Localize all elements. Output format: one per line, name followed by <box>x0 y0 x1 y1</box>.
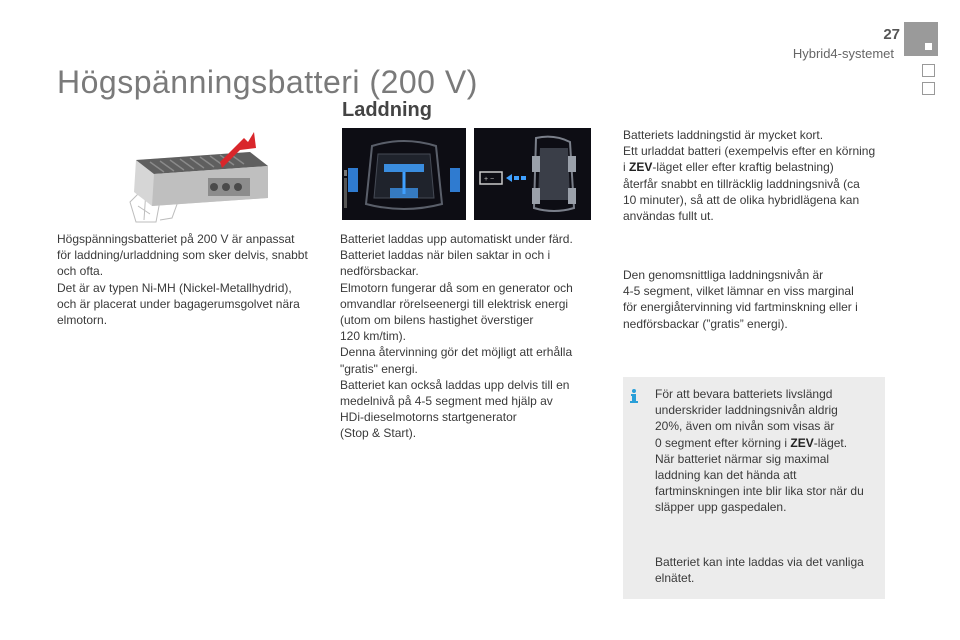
charge-time-line3-pre: i <box>623 160 629 175</box>
svg-text:+ −: + − <box>484 176 495 183</box>
charge-time-line2: Ett urladdat batteri (exempelvis efter en körning <box>623 144 876 159</box>
average-level-text: Den genomsnittliga laddningsnivån är 4-5 segment, vilket lämnar en viss marginal för energiåtervinning vid fartminskning eller i nedförsbackar (”gratis” energi). <box>623 268 858 331</box>
charge-time-line3-post: -läget eller efter kraftig belastning) <box>652 160 834 175</box>
chapter-tab-box[interactable] <box>922 82 935 95</box>
section-heading: Laddning <box>342 99 432 121</box>
info-note: Batteriet kan inte laddas via det vanliga elnätet. <box>655 555 864 586</box>
chapter-tab-box[interactable] <box>922 64 935 77</box>
charge-time-line1: Batteriets laddningstid är mycket kort. <box>623 128 824 142</box>
page-title: Högspänningsbatteri (200 V) <box>57 64 478 100</box>
info-text <box>655 386 880 516</box>
regeneration-illustration <box>474 128 591 220</box>
charging-text: Batteriet laddas upp automatiskt under färd. Batteriet laddas när bilen saktar in och i nedförsbackar. Elmotorn fungerar då som en generator och omvandlar rörelseenergi till elektrisk energi (utom om bilens hastighet överstiger 120 km/tim). Denna återvinning gör det möjligt att erhålla "gratis" energi. Batteriet kan också laddas upp delvis till en medelnivå på 4-5 segment med hjälp av HDi-dieselmotorns startgenerator (Stop & Start). <box>340 232 573 441</box>
zev-label: ZEV <box>629 160 653 175</box>
info-icon <box>627 388 641 404</box>
charge-time-text <box>623 127 885 224</box>
chapter-tab[interactable] <box>904 22 938 56</box>
page-number: 27 <box>883 26 900 43</box>
battery-illustration <box>122 132 272 224</box>
info-text-part2: -läget. När batteriet närmar sig maximal laddning kan det hända att fartminskningen inte blir lika stor när du släpper upp gaspedalen. <box>655 435 864 515</box>
info-zev-label: ZEV <box>790 435 814 450</box>
charge-time-line4: återfår snabbt en tillräcklig laddningsnivå (ca 10 minuter), så att de olika hybridlägena kan användas fullt ut. <box>623 176 860 224</box>
intro-text: Högspänningsbatteriet på 200 V är anpassat för laddning/urladdning som sker delvis, snabbt och ofta. Det är av typen Ni-MH (Nickel-Metallhydrid), och är placerat under bagagerumsgolvet nära elmotorn. <box>57 232 308 328</box>
info-text-part1: För att bevara batteriets livslängd underskrider laddningsnivån aldrig 20%, även om nivån som visas är 0 segment efter körning i <box>655 387 838 450</box>
car-charging-illustration <box>342 128 466 220</box>
section-name: Hybrid4-systemet <box>792 46 894 61</box>
